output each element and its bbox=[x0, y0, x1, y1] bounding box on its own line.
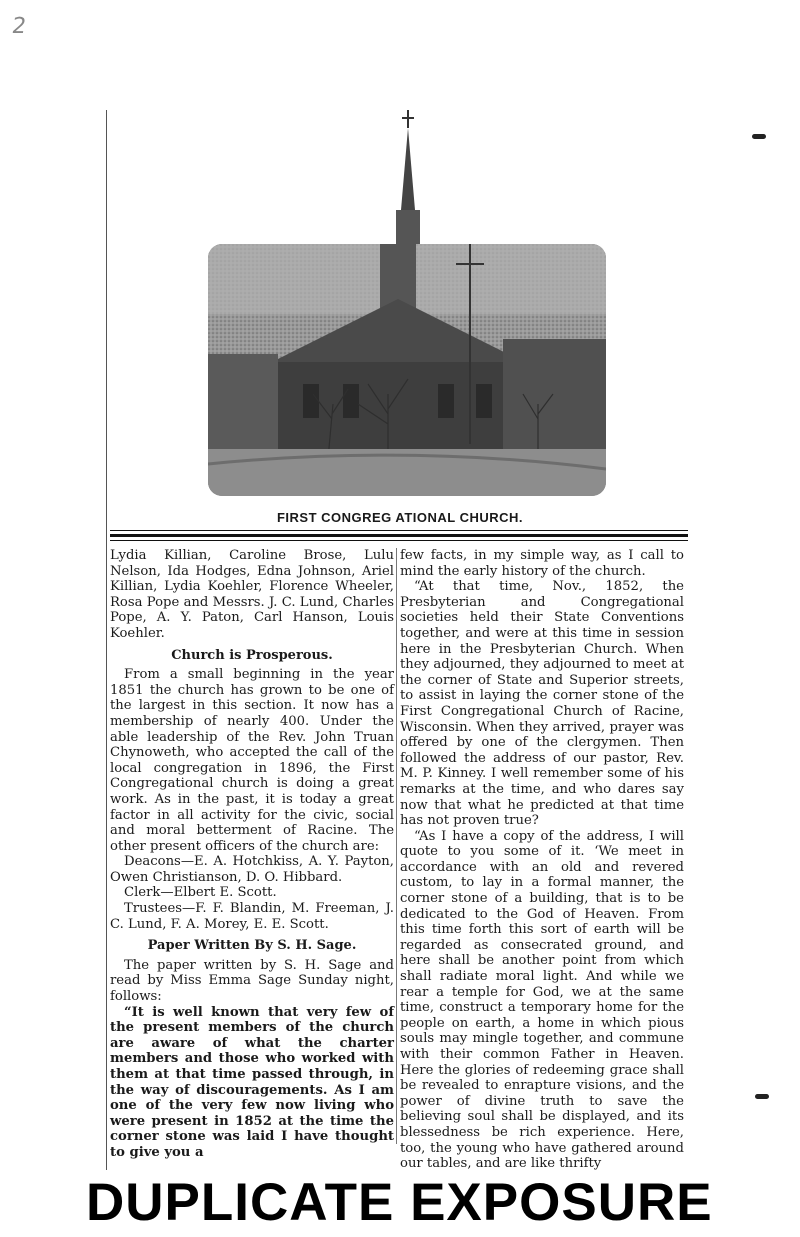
rule-thin-bottom bbox=[110, 540, 688, 541]
article-paragraph: “At that time, Nov., 1852, the Presbyterian and Congregational societies held their State Conventions together, and were at this time in session here in the Presbyterian Church. When they adjourned, they adjourned to meet at the corner of State and Superior streets, to assist in laying the corner stone of the First Congregational Church of Racine, Wisconsin. When they arrived, prayer was offered by one of the clergymen. Then followed the address of our pastor, Rev. M. P. Kinney. I well remember some of his remarks at the time, and who dares say now that what he predicted at that time has not proven true? bbox=[400, 579, 684, 829]
article-paragraph: The paper written by S. H. Sage and read by Miss Emma Sage Sunday night, follows: bbox=[110, 957, 394, 1005]
steeple-illustration bbox=[370, 110, 450, 250]
church-photograph bbox=[208, 244, 606, 496]
section-heading: Church is Prosperous. bbox=[171, 647, 333, 663]
article-paragraph: Deacons—E. A. Hotchkiss, A. Y. Payton, Owen Christianson, D. O. Hibbard. bbox=[110, 854, 394, 885]
rule-thick bbox=[110, 534, 688, 537]
article-paragraph: Trustees—F. F. Blandin, M. Freeman, J. C. Lund, F. A. Morey, E. E. Scott. bbox=[110, 901, 394, 932]
article-paragraph: Clerk—Elbert E. Scott. bbox=[124, 885, 277, 901]
photo-caption: FIRST CONGREG ATIONAL CHURCH. bbox=[276, 510, 524, 525]
clipping-edge bbox=[106, 110, 107, 1170]
page-number: 2 bbox=[10, 14, 28, 39]
article-left-column bbox=[110, 548, 394, 1161]
article-right-column bbox=[400, 548, 684, 1172]
column-divider bbox=[396, 548, 397, 1144]
edge-mark-bottom bbox=[755, 1094, 769, 1099]
article-paragraph: “As I have a copy of the address, I will quote to you some of it. ‘We meet in accordance with an old and revered custom, to lay in a formal manner, the corner stone of a building, that is to be dedicated to the God of Heaven. From this time forth this sort of earth will be regarded as consecrated ground, and here shall be another point from which shall radiate moral light. And while we rear a temple for God, we at the same time, construct a temporary home for the people on earth, a home in which pious souls may mingle together, and commune with their common Father in Heaven. Here the glories of redeeming grace shall be revealed to enrapture visions, and the power of divine truth to save the believing soul shall be displayed, and its blessedness be rich experience. Here, too, the young who have gathered around our tables, and are like thrifty bbox=[400, 828, 684, 1172]
edge-mark-top bbox=[752, 134, 766, 139]
article-paragraph: Lydia Killian, Caroline Brose, Lulu Nelson, Ida Hodges, Edna Johnson, Ariel Killian, Lydia Koehler, Florence Wheeler, Rosa Pope and Messrs. J. C. Lund, Charles Pope, A. Y. Paton, Carl Hanson, Louis Koehler. bbox=[110, 548, 394, 641]
article-paragraph: few facts, in my simple way, as I call to mind the early history of the church. bbox=[400, 548, 684, 579]
section-heading: Paper Written By S. H. Sage. bbox=[147, 938, 357, 954]
duplicate-exposure-stamp: DUPLICATE EXPOSURE bbox=[86, 1173, 713, 1232]
article-paragraph: From a small beginning in the year 1851 the church has grown to be one of the largest in this section. It now has a membership of nearly 400. Under the able leadership of the Rev. John Truan Chynoweth, who accepted the call of the local congregation in 1896, the First Congregational church is doing a great work. As in the past, it is today a great factor in all activity for the civic, social and moral betterment of Racine. The other present officers of the church are: bbox=[110, 667, 394, 854]
article-paragraph: “It is well known that very few of the present members of the church are aware of what the charter members and those who worked with them at that time passed through, in the way of discouragements. As I am one of the very few now living who were present in 1852 at the time the corner stone was laid I have thought to give you a bbox=[110, 1004, 394, 1160]
rule-thin-top bbox=[110, 530, 688, 531]
